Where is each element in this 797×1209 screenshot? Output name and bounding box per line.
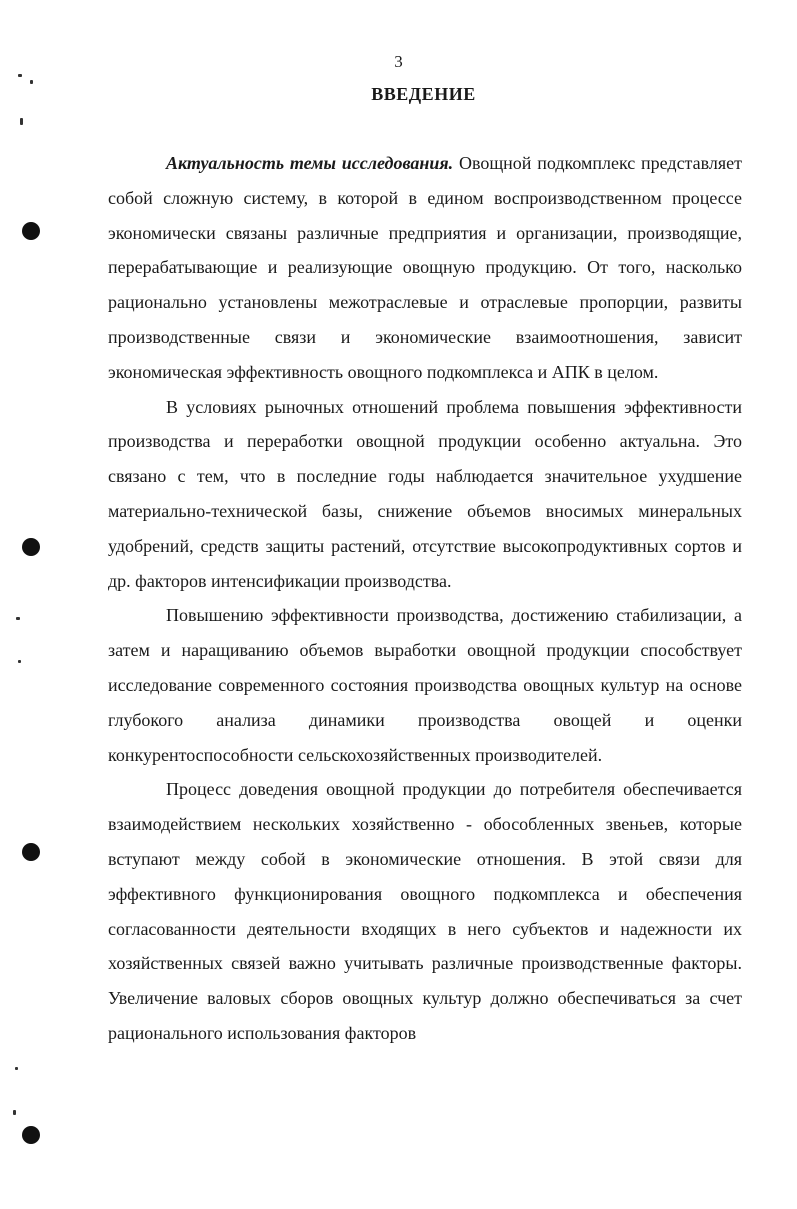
- paragraph-relevance: [108, 146, 742, 390]
- paragraph-text: Овощной подкомплекс представляет собой сложную систему, в которой в едином воспроизводственном процессе экономически связаны различные предприятия и организации, производящие, перерабатывающие и реализующие овощную продукцию. От того, насколько рационально установлены межотраслевые и отраслевые пропорции, развиты производственные связи и экономические взаимоотношения, зависит экономическая эффективность овощного подкомплекса и АПК в целом.: [108, 153, 743, 382]
- binder-hole-1: [22, 222, 40, 240]
- scan-speck: [18, 74, 22, 77]
- scan-speck: [18, 660, 21, 663]
- scan-speck: [16, 617, 20, 620]
- scan-speck: [15, 1067, 18, 1070]
- scan-speck: [20, 118, 23, 125]
- scan-speck: [13, 1110, 16, 1115]
- paragraph-efficiency: Повышению эффективности производства, достижению стабилизации, а затем и наращиванию объемов выработки овощной продукции способствует исследование современного состояния производства овощных культур на основе глубокого анализа динамики производства овощей и оценки конкурентоспособности сельскохозяйственных производителей.: [108, 605, 742, 765]
- paragraph-market-conditions: В условиях рыночных отношений проблема повышения эффективности производства и переработки овощной продукции особенно актуальна. Это связано с тем, что в последние годы наблюдается значительное ухудшение материально-технической базы, снижение объемов вносимых минеральных удобрений, средств защиты растений, отсутствие высокопродуктивных сортов и др. факторов интенсификации производства.: [108, 396, 742, 591]
- paragraph-delivery-process: Процесс доведения овощной продукции до потребителя обеспечивается взаимодействием нескольких хозяйственно - обособленных звеньев, которые вступают между собой в экономические отношения. В этой связи для эффективного функционирования овощного подкомплекса и обеспечения согласованности деятельности входящих в него субъектов и надежности их хозяйственных связей важно учитывать различные производственные факторы. Увеличение валовых сборов овощных культур должно обеспечиваться за счет рационального использования факторов: [108, 779, 742, 1043]
- paragraph-lead: Актуальность темы исследования.: [166, 153, 454, 173]
- binder-hole-3: [22, 843, 40, 861]
- page-heading: ВВЕДЕНИЕ: [371, 84, 476, 104]
- binder-hole-4: [22, 1126, 40, 1144]
- binder-hole-2: [22, 538, 40, 556]
- page-number: 3: [394, 52, 403, 71]
- body-text: [108, 146, 742, 1051]
